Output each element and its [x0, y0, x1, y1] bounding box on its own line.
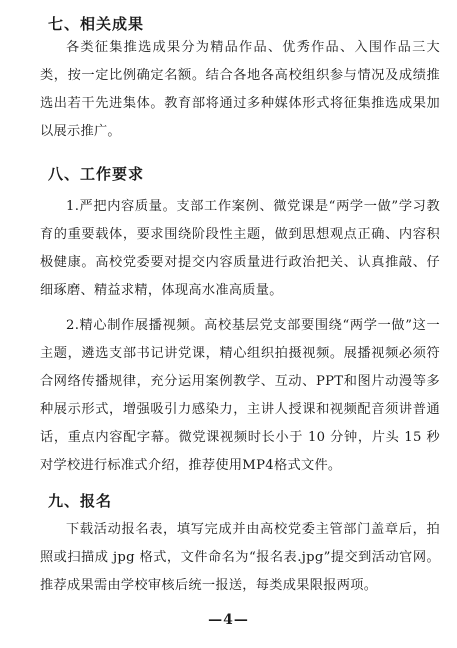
requirement-item-video-production: 2.精心制作展播视频。高校基层党支部要围绕“两学一做”这一主题，遴选支部书记讲党课，精心组织拍摄视频。展播视频必须符合网络传播规律，充分运用案例教学、互动、PPT和图片动漫等多种展示形式，增强吸引力感染力，主讲人授课和视频配音须讲普通话，重点内容配字幕。微党课视频时长小于 10 分钟，片头 15 秒对学校进行标准式介绍，推荐使用MP4格式文件。 — [40, 318, 440, 473]
page-number: —4— — [208, 612, 249, 628]
section-heading-results: 七、相关成果 — [48, 15, 145, 33]
results-paragraph: 各类征集推选成果分为精品作品、优秀作品、入围作品三大类，按一定比例确定名额。结合各地各高校组织参与情况及成绩推选出若干先进集体。教育部将通过多种媒体形式将征集推选成果加以展示推广。 — [40, 40, 440, 139]
requirement-item-content-quality: 1.严把内容质量。支部工作案例、微党课是“两学一做”学习教育的重要载体，要求围绕阶段性主题，做到思想观点正确、内容积极健康。高校党委要对提交内容质量进行政治把关、认真推敲、仔细琢磨、精益求精，体现高水准高质量。 — [40, 199, 440, 298]
registration-paragraph: 下载活动报名表，填写完成并由高校党委主管部门盖章后，拍照或扫描成 jpg 格式，文件命名为“报名表.jpg”提交到活动官网。推荐成果需由学校审核后统一报送，每类成果限报两项。 — [40, 522, 440, 593]
section-heading-registration: 九、报名 — [48, 492, 113, 510]
section-heading-requirements: 八、工作要求 — [48, 165, 145, 183]
